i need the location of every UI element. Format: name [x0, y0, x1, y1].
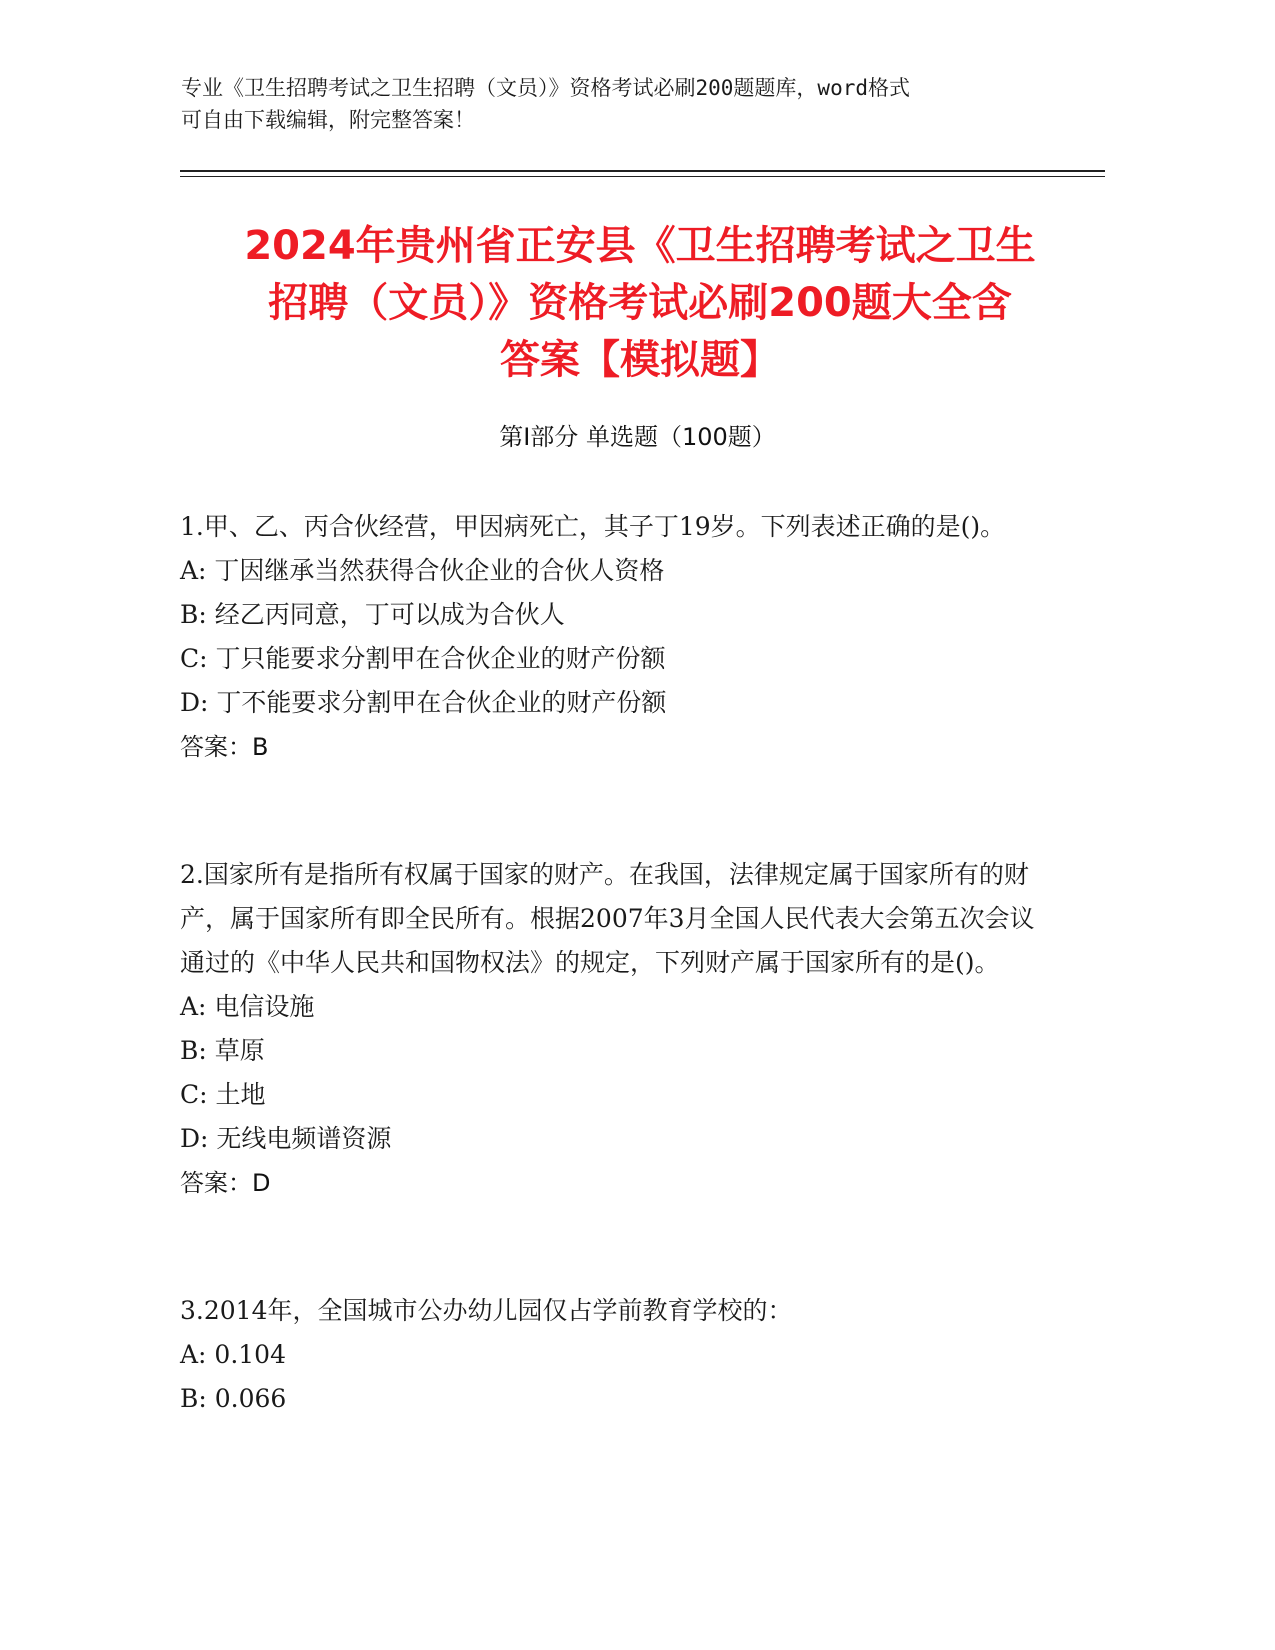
- section-title: 第Ⅰ部分 单选题（100题）: [499, 423, 776, 451]
- answer: 答案：B: [180, 733, 269, 761]
- header-note-line-2: 可自由下载编辑，附完整答案！: [181, 108, 475, 132]
- question-3: [180, 1289, 1040, 1421]
- option-b: B: 经乙丙同意，丁可以成为合伙人: [180, 600, 565, 629]
- document-title: [160, 218, 1120, 389]
- question-stem: 2.国家所有是指所有权属于国家的财产。在我国，法律规定属于国家所有的财产，属于国家所有即全民所有。根据2007年3月全国人民代表大会第五次会议通过的《中华人民共和国物权法》的规定，下列财产属于国家所有的是()。: [180, 860, 1035, 977]
- option-a: A: 0.104: [180, 1340, 286, 1369]
- option-a: A: 电信设施: [180, 992, 315, 1021]
- option-c: C: 土地: [180, 1080, 266, 1109]
- answer: 答案：D: [180, 1169, 271, 1197]
- question-2: [180, 853, 1040, 1205]
- option-b: B: 0.066: [180, 1384, 287, 1413]
- header-note: [181, 72, 1031, 136]
- option-a: A: 丁因继承当然获得合伙企业的合伙人资格: [180, 556, 665, 585]
- option-c: C: 丁只能要求分割甲在合伙企业的财产份额: [180, 644, 666, 673]
- header-note-line-1: 专业《卫生招聘考试之卫生招聘（文员）》资格考试必刷200题题库，word格式: [181, 76, 910, 100]
- question-stem: 3.2014年，全国城市公办幼儿园仅占学前教育学校的：: [180, 1296, 793, 1325]
- header-rule-thick: [180, 170, 1105, 172]
- option-b: B: 草原: [180, 1036, 265, 1065]
- document-title-line-2: 招聘（文员）》资格考试必刷200题大全含: [268, 280, 1012, 326]
- option-d: D: 无线电频谱资源: [180, 1124, 392, 1153]
- header-rule-thin: [180, 176, 1105, 177]
- document-title-line-1: 2024年贵州省正安县《卫生招聘考试之卫生: [244, 223, 1036, 269]
- question-stem: 1.甲、乙、丙合伙经营，甲因病死亡，其子丁19岁。下列表述正确的是()。: [180, 512, 1006, 541]
- option-d: D: 丁不能要求分割甲在合伙企业的财产份额: [180, 688, 667, 717]
- document-title-line-3: 答案【模拟题】: [500, 337, 780, 383]
- question-1: [180, 505, 1040, 769]
